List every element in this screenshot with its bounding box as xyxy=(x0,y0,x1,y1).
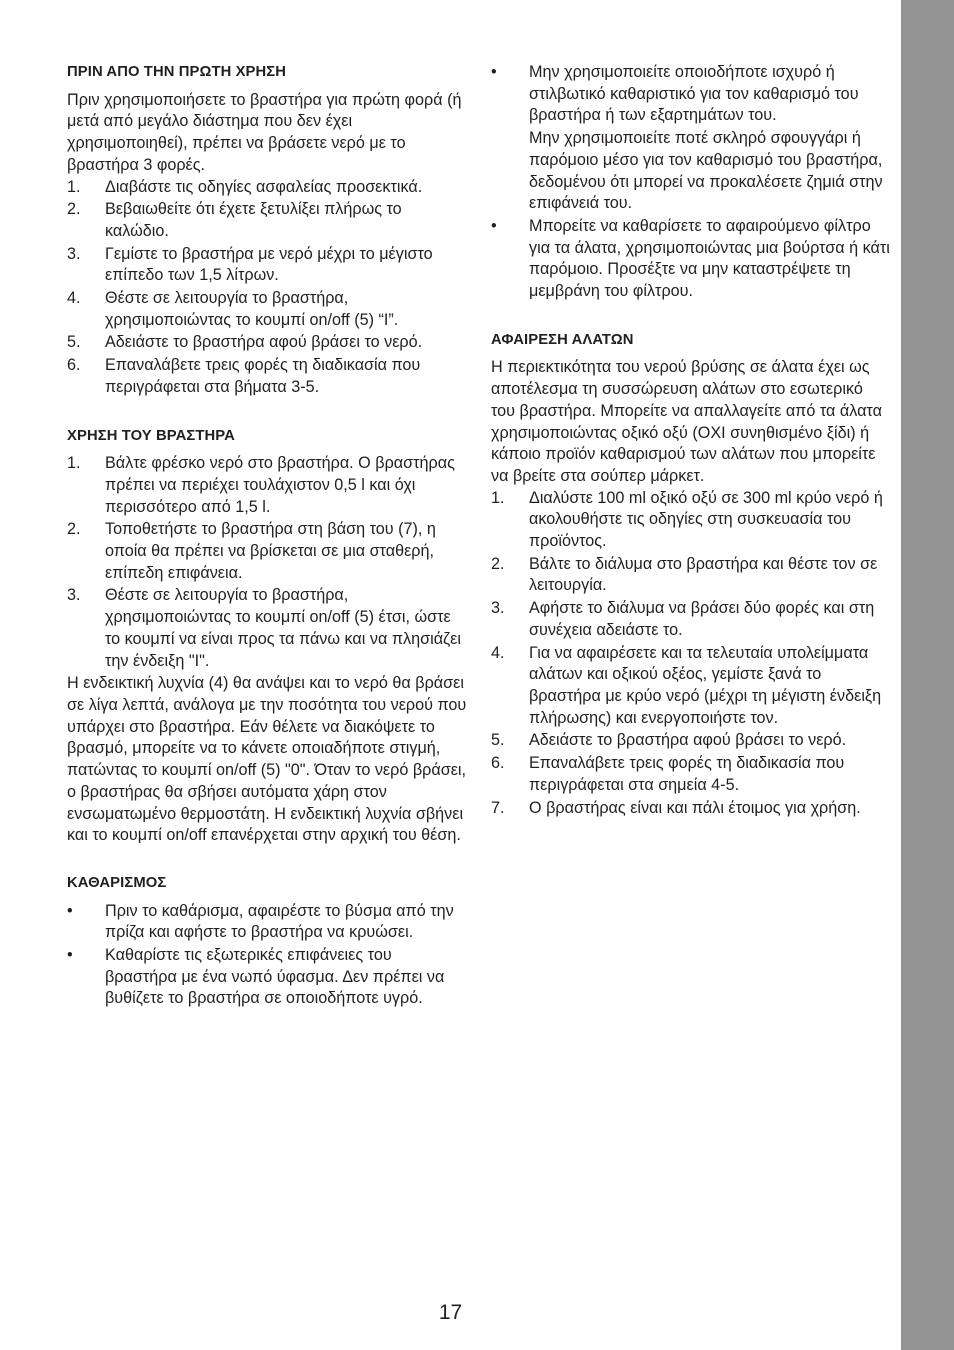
step-number: 4. xyxy=(491,643,505,662)
step-text: Βεβαιωθείτε ότι έχετε ξετυλίξει πλήρως το καλώδιο. xyxy=(105,200,402,240)
list-item xyxy=(491,598,891,641)
step-number: 6. xyxy=(491,754,505,773)
step-number: 5. xyxy=(491,731,505,750)
list-item xyxy=(67,177,467,199)
list-item xyxy=(491,216,891,303)
step-text: Διαβάστε τις οδηγίες ασφαλείας προσεκτικά. xyxy=(105,177,423,196)
list-item xyxy=(67,244,467,287)
step-number: 1. xyxy=(67,454,81,473)
bullet-icon: • xyxy=(491,63,497,81)
cleaning-list-right xyxy=(491,62,891,303)
step-number: 2. xyxy=(491,554,505,573)
list-item xyxy=(67,288,467,331)
bullet-icon: • xyxy=(491,216,497,235)
page-number: 17 xyxy=(438,1301,463,1324)
list-item xyxy=(67,355,467,398)
step-number: 5. xyxy=(67,333,81,352)
step-number: 1. xyxy=(491,488,505,507)
descaling-intro: Η περιεκτικότητα του νερού βρύσης σε άλατα έχει ως αποτέλεσμα τη συσσώρευση αλάτων στο εσωτερικό του βραστήρα. Μπορείτε να απαλλαγείτε από τα άλατα χρησιμοποιώντας οξικό οξύ (ΟΧΙ συνηθισμένο ξίδι) ή κάποιο προϊόν καθαρισμού των αλάτων που μπορείτε να βρείτε στα σούπερ μάρκετ. xyxy=(491,358,882,485)
list-item xyxy=(67,585,467,672)
descaling-steps xyxy=(491,488,891,820)
list-item xyxy=(491,554,891,597)
list-item xyxy=(491,730,891,752)
step-text: Για να αφαιρέσετε και τα τελευταία υπολείμματα αλάτων και οξικού οξέος, γεμίστε ξανά το βραστήρα με κρύο νερό (μέχρι τη μέγιστη ένδειξη πλήρωσης) και ενεργοποιήστε τον. xyxy=(529,643,882,727)
step-number: 3. xyxy=(67,586,81,605)
descaling-heading: ΑΦΑΙΡΕΣΗ ΑΛΑΤΩΝ xyxy=(491,331,634,348)
step-text: Ο βραστήρας είναι και πάλι έτοιμος για χρήση. xyxy=(529,798,861,817)
step-text: Θέστε σε λειτουργία το βραστήρα, χρησιμοποιώντας το κουμπί on/off (5) έτσι, ώστε το κουμπί να είναι προς τα πάνω και να πλησιάζει την ένδειξη "I". xyxy=(105,586,461,670)
first-use-heading: ΠΡΙΝ ΑΠΟ ΤΗΝ ΠΡΩΤΗ ΧΡΗΣΗ xyxy=(67,64,287,80)
bullet-text: Καθαρίστε τις εξωτερικές επιφάνειες του βραστήρα με ένα νωπό ύφασμα. Δεν πρέπει να βυθίζετε το βραστήρα σε οποιοδήποτε υγρό. xyxy=(105,946,445,1008)
list-item xyxy=(491,643,891,730)
bullet-text: Μπορείτε να καθαρίσετε το αφαιρούμενο φίλτρο για τα άλατα, χρησιμοποιώντας μια βούρτσα ή κάτι παρόμοιο. Προσέξτε να μην καταστρέψετε τη μεμβράνη του φίλτρου. xyxy=(529,216,890,301)
step-number: 3. xyxy=(67,244,81,263)
bullet-icon: • xyxy=(67,946,73,965)
bullet-icon: • xyxy=(67,901,73,920)
list-item xyxy=(67,945,467,1010)
right-column xyxy=(491,62,891,820)
first-use-intro: Πριν χρησιμοποιήσετε το βραστήρα για πρώτη φορά (ή μετά από μεγάλο διάστημα που δεν έχει χρησιμοποιηθεί), πρέπει να βράσετε νερό με το βραστήρα 3 φορές. xyxy=(67,90,462,174)
usage-steps xyxy=(67,453,467,672)
step-text: Θέστε σε λειτουργία το βραστήρα, χρησιμοποιώντας το κουμπί on/off (5) “I”. xyxy=(105,289,399,329)
list-item xyxy=(491,62,891,215)
first-use-steps xyxy=(67,177,467,399)
step-number: 6. xyxy=(67,356,81,375)
step-text: Διαλύστε 100 ml οξικό οξύ σε 300 ml κρύο νερό ή ακολουθήστε τις οδηγίες στη συσκευασία του προϊόντος. xyxy=(529,488,883,551)
step-text: Αδειάστε το βραστήρα αφού βράσει το νερό. xyxy=(105,333,423,352)
list-item xyxy=(67,453,467,518)
step-text: Γεμίστε το βραστήρα με νερό μέχρι το μέγιστο επίπεδο των 1,5 λίτρων. xyxy=(105,244,433,285)
cleaning-heading: ΚΑΘΑΡΙΣΜΟΣ xyxy=(67,874,167,891)
step-number: 7. xyxy=(491,798,505,817)
list-item xyxy=(67,199,467,242)
step-text: Επαναλάβετε τρεις φορές τη διαδικασία που περιγράφεται στα βήματα 3-5. xyxy=(105,356,421,396)
list-item xyxy=(67,519,467,584)
list-item xyxy=(491,753,891,796)
usage-outro: Η ενδεικτική λυχνία (4) θα ανάψει και το νερό θα βράσει σε λίγα λεπτά, ανάλογα με την ποσότητα του νερού που υπάρχει στο βραστήρα. Εάν θέλετε να διακόψετε το βρασμό, μπορείτε να το κάνετε οποιαδήποτε στιγμή, πατώντας το κουμπί on/off (5) "0". Όταν το νερό βράσει, ο βραστήρας θα σβήσει αυτόματα χάρη στον ενσωματωμένο θερμοστάτη. Η ενδεικτική λυχνία σβήνει και το κουμπί on/off επανέρχεται στην αρχική του θέση. xyxy=(67,674,467,845)
bullet-text: Πριν το καθάρισμα, αφαιρέστε το βύσμα από την πρίζα και αφήστε το βραστήρα να κρυώσει. xyxy=(105,901,454,942)
step-number: 3. xyxy=(491,599,505,618)
step-text: Τοποθετήστε το βραστήρα στη βάση του (7), η οποία θα πρέπει να βρίσκεται σε μια σταθερή, επίπεδη επιφάνεια. xyxy=(105,520,436,582)
usage-heading: ΧΡΗΣΗ ΤΟΥ ΒΡΑΣΤΗΡΑ xyxy=(67,427,235,444)
step-text: Επαναλάβετε τρεις φορές τη διαδικασία που περιγράφεται στα σημεία 4-5. xyxy=(529,754,845,794)
side-tab xyxy=(901,0,954,1350)
step-number: 2. xyxy=(67,200,81,219)
list-item xyxy=(67,332,467,354)
step-text: Αδειάστε το βραστήρα αφού βράσει το νερό. xyxy=(529,731,847,750)
left-column xyxy=(67,62,467,1011)
list-item xyxy=(67,901,467,944)
list-item xyxy=(491,488,891,553)
bullet-text-continuation: Μην χρησιμοποιείτε ποτέ σκληρό σφουγγάρι ή παρόμοιο μέσο για τον καθαρισμό του βραστήρα, δεδομένου ότι μπορεί να προκαλέσετε ζημιά στην επιφάνειά του. xyxy=(529,129,883,213)
cleaning-list-left xyxy=(67,901,467,1011)
step-number: 1. xyxy=(67,177,81,196)
bullet-text: Μην χρησιμοποιείτε οποιοδήποτε ισχυρό ή στιλβωτικό καθαριστικό για τον καθαρισμό του βραστήρα ή των εξαρτημάτων του. xyxy=(529,63,859,125)
list-item xyxy=(491,798,891,820)
step-text: Βάλτε φρέσκο νερό στο βραστήρα. Ο βραστήρας πρέπει να περιέχει τουλάχιστον 0,5 l και όχι περισσότερο από 1,5 l. xyxy=(105,454,455,516)
step-text: Βάλτε το διάλυμα στο βραστήρα και θέστε τον σε λειτουργία. xyxy=(529,554,878,595)
step-number: 2. xyxy=(67,520,81,539)
step-text: Αφήστε το διάλυμα να βράσει δύο φορές και στη συνέχεια αδειάστε το. xyxy=(529,599,875,639)
step-number: 4. xyxy=(67,289,81,308)
